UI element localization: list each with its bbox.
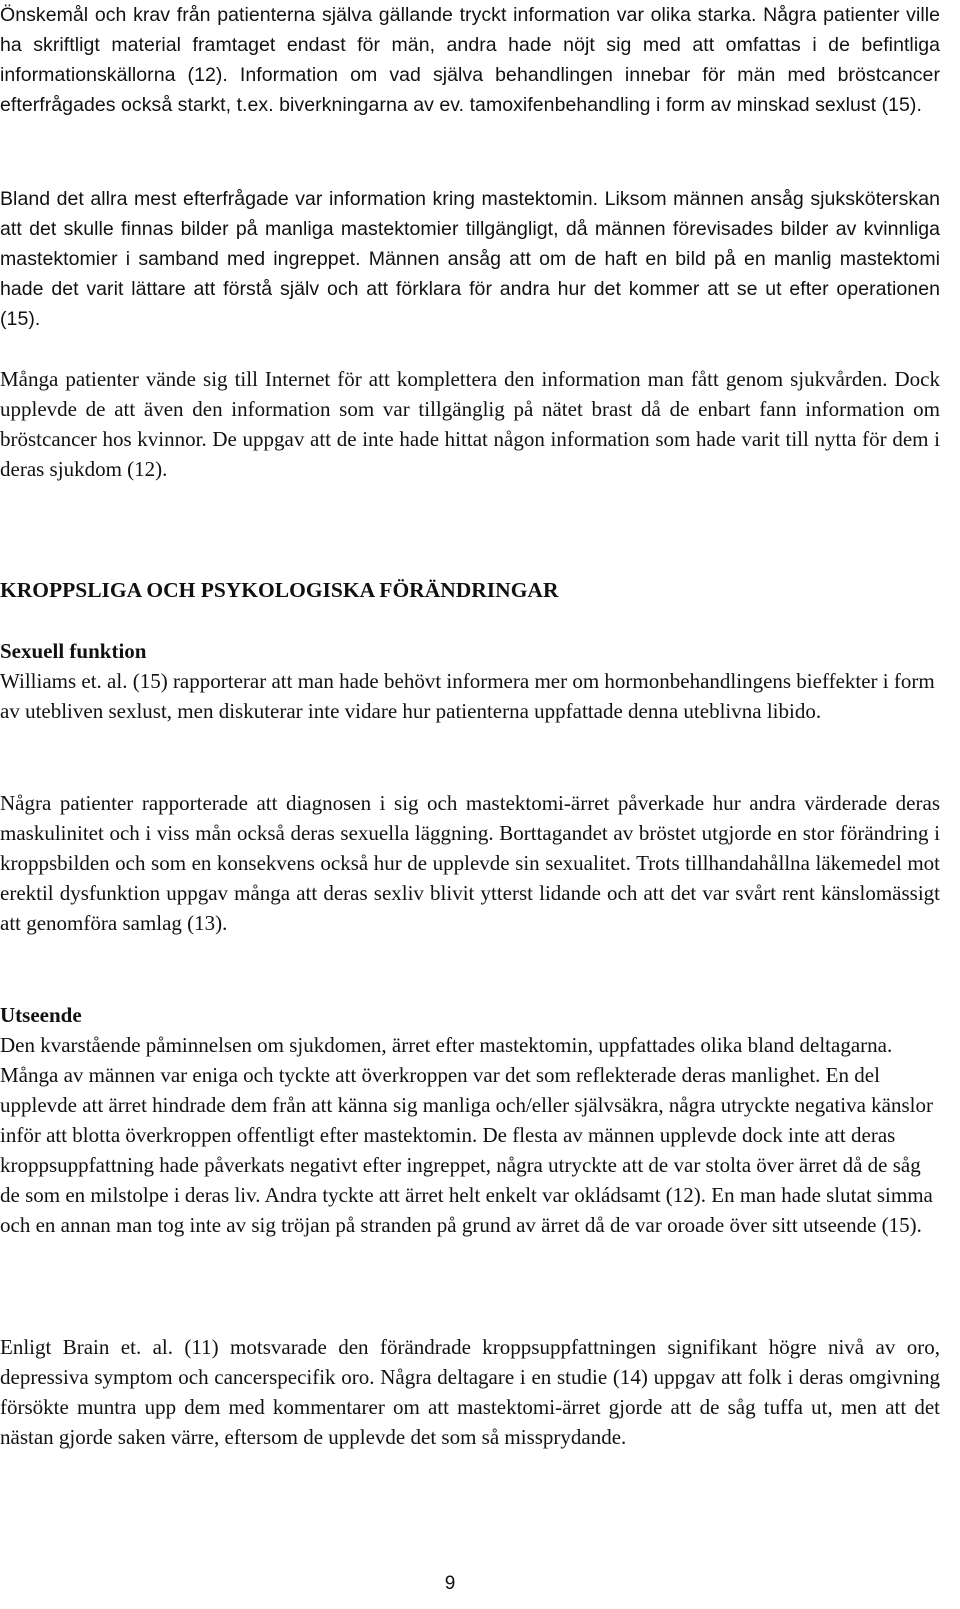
paragraph-internet-information: Många patienter vände sig till Internet för att komplettera den information man fått genom sjukvården. Dock upplevde de att även den information som var tillgänglig på nätet brast då de enbart fann information om bröstcancer hos kvinnor. De uppgav att de inte hade hittat någon information som hade varit till nytta för dem i deras sjukdom (12). [0, 367, 940, 481]
subheading-sexual-function: Sexuell funktion [0, 639, 147, 663]
paragraph-brain-et-al: Enligt Brain et. al. (11) motsvarade den förändrade kroppsuppfattningen signifikant högre nivå av oro, depressiva symptom och cancerspecifik oro. Några deltagare i en studie (14) uppgav att folk i deras omgivning försökte muntra upp dem med kommentarer om att mastektomi-ärret gjorde att de såg tuffa ut, men att det nästan gjorde saken värre, eftersom de upplevde det som så missprydande. [0, 1335, 940, 1449]
paragraph-scar-reminder: Den kvarstående påminnelsen om sjukdomen, ärret efter mastektomin, uppfattades olika bland deltagarna. Många av männen var eniga och tyckte att överkroppen var det som reflekterade deras manlighet. En del upplevde att ärret hindrade dem från att känna sig manliga och/eller självsäkra, några utryckte negativa känslor inför att blotta överkroppen offentligt efter mastektomin. De flesta av männen upplevde dock inte att deras kroppsuppfattning hade påverkats negativt efter ingreppet, några utryckte att de var stolta över ärret då de såg de som en milstolpe i deras liv. Andra tyckte att ärret helt enkelt var okládsamt (12). En man hade slutat simma och en annan man tog inte av sig tröjan på stranden på grund av ärret då de var oroade över sitt utseende (15). [0, 1033, 933, 1237]
subheading-appearance: Utseende [0, 1003, 82, 1027]
page-number: 9 [444, 1573, 456, 1594]
section-heading: KROPPSLIGA OCH PSYKOLOGISKA FÖRÄNDRINGAR [0, 578, 559, 602]
paragraph-printed-information-wishes: Önskemål och krav från patienterna själva gällande tryckt information var olika starka. Några patienter ville ha skriftligt material framtaget endast för män, andra hade nöjt sig med att omfattas i de befintliga informationskällorna (12). Information om vad själva behandlingen innebar för män med bröstcancer efterfrågades också starkt, t.ex. biverkningarna av ev. tamoxifenbehandling i form av minskad sexlust (15). [0, 4, 940, 116]
paragraph-williams: Williams et. al. (15) rapporterar att man hade behövt informera mer om hormonbehandlingens bieffekter i form av utebliven sexlust, men diskuterar inte vidare hur patienterna uppfattade denna uteblivna libido. [0, 669, 935, 723]
paragraph-diagnosis-scar: Några patienter rapporterade att diagnosen i sig och mastektomi-ärret påverkade hur andra värderade deras maskulinitet och i viss mån också deras sexuella läggning. Borttagandet av bröstet utgjorde en stor förändring i kroppsbilden och som en konsekvens också hur de upplevde sin sexualitet. Trots tillhandahållna läkemedel mot erektil dysfunktion uppgav många att deras sexliv blivit ytterst lidande och att det var svårt rent känslomässigt att genomföra samlag (13). [0, 791, 940, 935]
paragraph-mastectomy-information: Bland det allra mest efterfrågade var information kring mastektomin. Liksom männen ansåg sjuksköterskan att det skulle finnas bilder på manliga mastektomier tillgängligt, då männen förevisades bilder av kvinnliga mastektomier i samband med ingreppet. Männen ansåg att om de haft en bild på en manlig mastektomi hade det varit lättare att förstå själv och att förklara för andra hur det kommer att se ut efter operationen (15). [0, 188, 940, 330]
